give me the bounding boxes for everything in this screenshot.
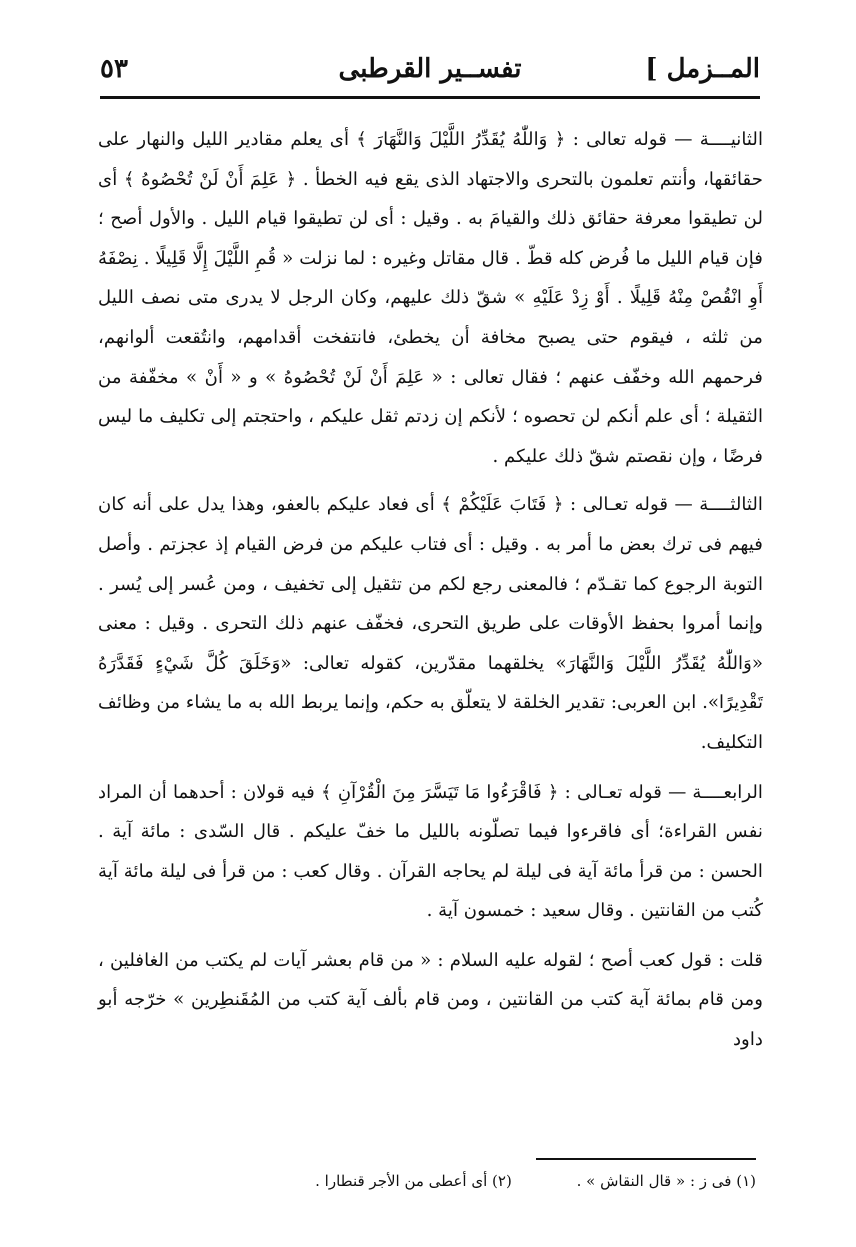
paragraph-commentary: قلت : قول كعب أصح ؛ لقوله عليه السلام : « من قام بعشر آيات لم يكتب من الغافلين ، ومن قام بمائة آية كتب من القانتين ، ومن قام بألف آية كتب من المُقَنطِرين » خرّجه أبو داود [98,949,763,1051]
paragraph-fourth-point: الرابعــــة — قوله تعـالى : ﴿ فَاقْرَءُوا مَا تَيَسَّرَ مِنَ الْقُرْآنِ ﴾ فيه قولان : أحدهما أن المراد نفس القراءة؛ أى فاقرءوا فيما تصلّونه بالليل ما خفّ عليكم . قال السّدى : مائة آية . الحسن : من قرأ مائة آية فى ليلة لم يحاجه القرآن . وقال كعب : من قرأ فى ليلة مائة آية كُتب من القانتين . وقال سعيد : خمسون آية . [98,781,763,922]
footnotes [196,1168,756,1194]
paragraph-second-point: الثانيــــة — قوله تعالى : ﴿ وَاللّٰهُ يُقَدِّرُ اللَّيْلَ وَالنَّهَارَ ﴾ أى يعلم مقادير الليل والنهار على حقائقها، وأنتم تعلمون بالتحرى والاجتهاد الذى يقع فيه الخطأ . ﴿ عَلِمَ أَنْ لَنْ تُحْصُوهُ ﴾ أى لن تطيقوا معرفة حقائق ذلك والقيامَ به . وقيل : أى لن تطيقوا قيام الليل . والأول أصح ؛ فإن قيام الليل ما فُرض كله قطّ . قال مقاتل وغيره : لما نزلت « قُمِ اللَّيْلَ إِلَّا قَلِيلًا . نِصْفَهُ أَوِ انْقُصْ مِنْهُ قَلِيلًا . أَوْ زِدْ عَلَيْهِ » شقّ ذلك عليهم، وكان الرجل لا يدرى متى نصف الليل من ثلثه ، فيقوم حتى يصبح مخافة أن يخطئ، فانتفخت أقدامهم، وانتُقعت ألوانهم، فرحمهم الله وخفّف عنهم ؛ فقال تعالى : « عَلِمَ أَنْ لَنْ تُحْصُوهُ » و « أَنْ » مخفّفة من الثقيلة ؛ أى علم أنكم لن تحصوه ؛ لأنكم إن زدتم ثقل عليكم ، واحتجتم إلى تكليف ما ليس فرضًا ، وإن نقصتم شقّ ذلك عليكم . [98,129,763,467]
footnote-1: (١) فى ز : « قال النقاش » . [576,1172,756,1190]
paragraph-third-point: الثالثــــة — قوله تعـالى : ﴿ فَتَابَ عَلَيْكُمْ ﴾ أى فعاد عليكم بالعفو، وهذا يدل على أنه كان فيهم فى ترك بعض ما أمر به . وقيل : أى فتاب عليكم من فرض القيام إذ عجزتم . وأصل التوبة الرجوع كما تقـدّم ؛ فالمعنى رجع لكم من تثقيل إلى تخفيف ، ومن عُسر إلى يُسر . وإنما أمروا بحفظ الأوقات على طريق التحرى، فخفّف عنهم ذلك التحرى . وقيل : معنى «وَاللّٰهُ يُقَدِّرُ اللَّيْلَ وَالنَّهَارَ» يخلقهما مقدّرين، كقوله تعالى: «وَخَلَقَ كُلَّ شَيْءٍ فَقَدَّرَهُ تَقْدِيرًا». ابن العربى: تقدير الخلقة لا يتعلّق به حكم، وإنما يربط الله به ما يشاء من وظائف التكليف. [98,494,763,753]
book-title: تفســير القرطبى [338,54,522,84]
main-text [98,120,763,1070]
chapter-name: المــزمل ] [645,54,760,84]
page-header [100,50,760,99]
footnote-2: (٢) أى أعطى من الأجر قنطارا . [315,1172,512,1190]
page-number: ٥٣ [100,54,128,84]
footnote-divider [536,1158,756,1160]
